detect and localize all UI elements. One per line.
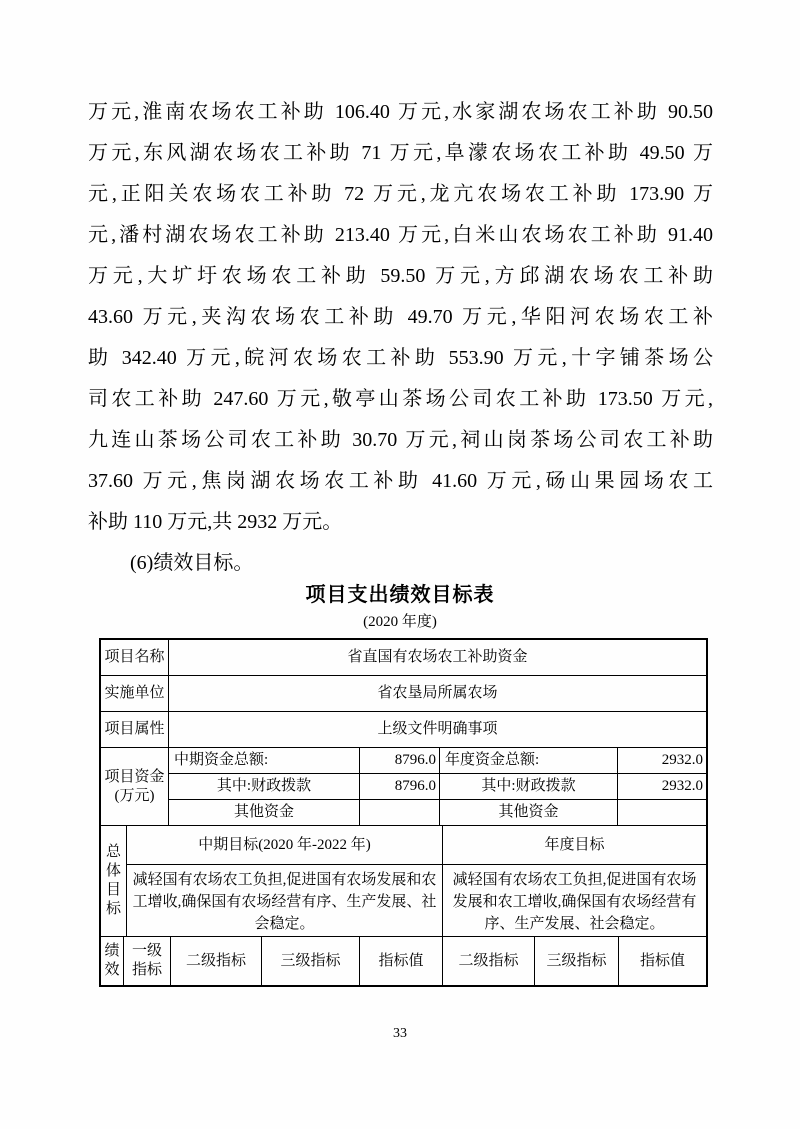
body-text-line: 元,正阳关农场农工补助 72 万元,龙亢农场农工补助 173.90 万 <box>88 183 713 205</box>
table-row <box>101 676 706 712</box>
table-row <box>101 640 706 676</box>
cell-year-goal-header: 年度目标 <box>443 826 706 865</box>
cell-level1-indicator: 一级指标 <box>131 943 162 978</box>
cell-year-total-label: 年度资金总额: <box>440 748 618 774</box>
body-text-line: (6)绩效目标。 <box>130 552 254 574</box>
body-text-line: 万元,东风湖农场农工补助 71 万元,阜濛农场农工补助 49.50 万 <box>88 142 713 164</box>
table-subtitle: (2020 年度) <box>363 614 437 630</box>
overall-goal-section <box>101 826 706 937</box>
table-row <box>101 712 706 748</box>
cell-year-goal-text: 减轻国有农场农工负担,促进国有农场发展和农工增收,确保国有农场经营有序、生产发展、社会稳定。 <box>452 872 697 932</box>
cell-mid-total-label: 中期资金总额: <box>169 748 360 774</box>
cell-mid-other-label: 其他资金 <box>169 800 360 826</box>
body-text-line: 司农工补助 247.60 万元,敬亭山茶场公司农工补助 173.50 万元, <box>88 388 713 410</box>
goal-header-row <box>127 826 706 865</box>
cell-mid-fiscal-value: 8796.0 <box>360 774 440 800</box>
body-text-line: 补助 110 万元,共 2932 万元。 <box>88 511 343 533</box>
cell-project-attribute-label: 项目属性 <box>101 712 169 748</box>
cell-performance-label: 绩效 <box>104 943 120 978</box>
cell-project-name-value: 省直国有农场农工补助资金 <box>169 640 706 676</box>
body-text-line: 43.60 万元,夹沟农场农工补助 49.70 万元,华阳河农场农工补 <box>88 306 713 328</box>
cell-year-other-value <box>618 800 706 826</box>
cell-year-fiscal-value: 2932.0 <box>618 774 706 800</box>
body-text-line: 37.60 万元,焦岗湖农场农工补助 41.60 万元,砀山果园场农工 <box>88 470 713 492</box>
cell-level2-indicator: 二级指标 <box>171 937 262 985</box>
body-text-line: 万元,淮南农场农工补助 106.40 万元,水家湖农场农工补助 90.50 <box>88 101 713 123</box>
cell-level3-indicator: 三级指标 <box>262 937 360 985</box>
table-title: 项目支出绩效目标表 <box>305 584 495 606</box>
funding-row <box>169 800 706 826</box>
performance-target-table <box>99 638 708 987</box>
cell-level2-indicator-year: 二级指标 <box>443 937 535 985</box>
cell-implement-unit-value: 省农垦局所属农场 <box>169 676 706 712</box>
cell-implement-unit-label: 实施单位 <box>101 676 169 712</box>
cell-project-name-label: 项目名称 <box>101 640 169 676</box>
body-text-line: 助 342.40 万元,皖河农场农工补助 553.90 万元,十字铺茶场公 <box>88 347 713 369</box>
cell-mid-goal-header: 中期目标(2020 年-2022 年) <box>127 826 443 865</box>
page-number: 33 <box>393 1026 407 1041</box>
funding-section <box>101 748 706 826</box>
body-text-line: 九连山茶场公司农工补助 30.70 万元,祠山岗茶场公司农工补助 <box>88 429 713 451</box>
body-text-line: 万元,大圹圩农场农工补助 59.50 万元,方邱湖农场农工补助 <box>88 265 713 287</box>
cell-year-total-value: 2932.0 <box>618 748 706 774</box>
cell-funding-label: 项目资金(万元) <box>104 768 165 804</box>
cell-overall-goal-label: 总体目标 <box>105 844 121 917</box>
cell-project-attribute-value: 上级文件明确事项 <box>169 712 706 748</box>
cell-year-fiscal-label: 其中:财政拨款 <box>440 774 618 800</box>
funding-row <box>169 748 706 774</box>
cell-mid-fiscal-label: 其中:财政拨款 <box>169 774 360 800</box>
body-paragraph <box>88 92 713 584</box>
cell-level3-indicator-year: 三级指标 <box>535 937 619 985</box>
cell-indicator-value: 指标值 <box>360 937 443 985</box>
cell-mid-goal-text: 减轻国有农场农工负担,促进国有农场发展和农工增收,确保国有农场经营有序、生产发展、社会稳定。 <box>132 872 437 932</box>
cell-indicator-value-year: 指标值 <box>639 952 685 969</box>
funding-row <box>169 774 706 800</box>
cell-mid-total-value: 8796.0 <box>360 748 440 774</box>
cell-year-other-label: 其他资金 <box>440 800 618 826</box>
body-text-line: 元,潘村湖农场农工补助 213.40 万元,白米山农场农工补助 91.40 <box>88 224 713 246</box>
goal-content-row <box>127 865 706 937</box>
performance-header-row <box>101 937 706 985</box>
cell-mid-other-value <box>360 800 440 826</box>
